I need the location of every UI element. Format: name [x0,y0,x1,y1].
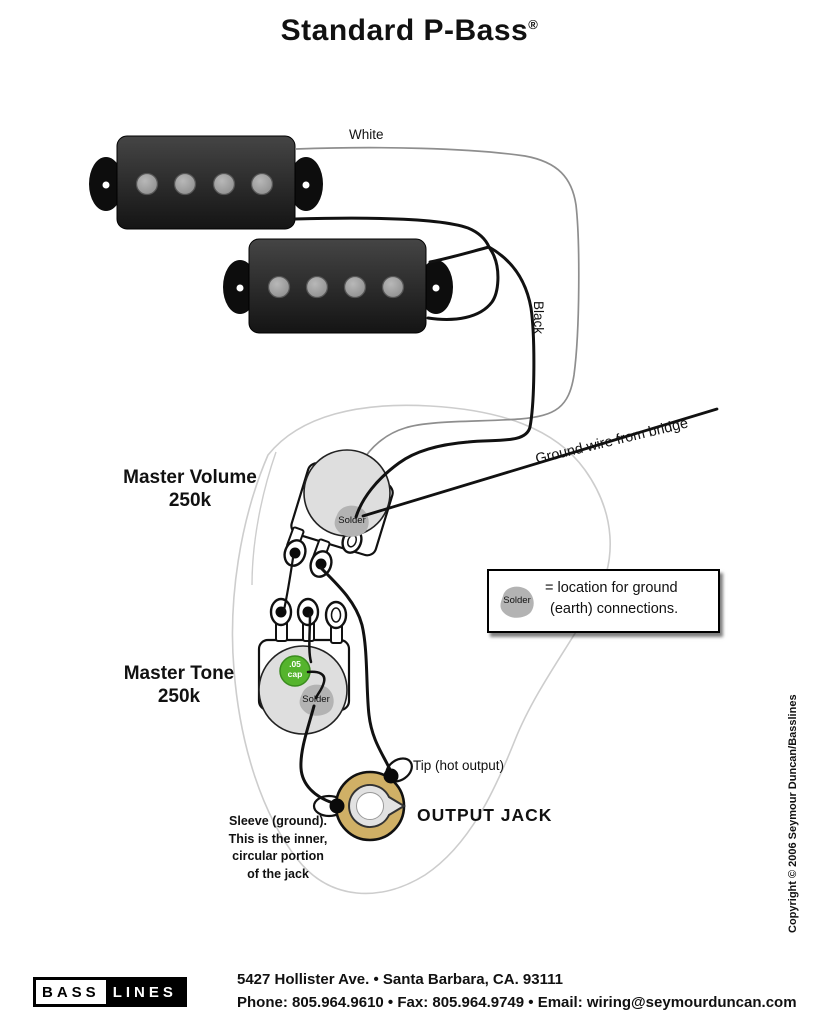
jack-center-hole [357,793,384,820]
legend-text [545,578,678,620]
cap-word: cap [287,668,303,679]
legend-box [487,569,720,633]
master-tone-title: Master Tone [123,663,235,684]
pickup2-right-screw-hole [433,285,440,292]
pickup1-right-screw-hole [303,182,310,189]
sleeve-line-1: Sleeve (ground). [229,814,327,828]
jack-sleeve-lug [330,799,345,814]
master-volume-label [90,466,290,512]
pickup1-left-screw-hole [103,182,110,189]
volume-lug1-hole [290,548,301,559]
sleeve-label [198,813,358,883]
pickup-half-2 [223,239,453,333]
logo-lines-text: LINES [106,980,184,1004]
registered-mark: ® [528,17,539,32]
footer-address: 5427 Hollister Ave. • Santa Barbara, CA. 93111 [237,971,563,988]
pickup2-pole-2 [307,277,328,298]
tone-solder-label: Solder [302,694,330,705]
logo-bass-text: BASS [36,980,106,1004]
white-wire-label: White [349,127,384,142]
ground-wire-label: Ground wire from bridge [534,415,690,468]
tip-label: Tip (hot output) [413,758,505,773]
pickup2-pole-3 [345,277,366,298]
pickup1-pole-3 [214,174,235,195]
pickup-half-1 [89,136,323,229]
pickup1-pole-2 [175,174,196,195]
sleeve-line-3: circular portion [232,849,324,863]
pickup2-left-screw-hole [237,285,244,292]
output-jack-label: OUTPUT JACK [417,805,553,825]
legend-solder-label: Solder [503,595,531,606]
pickup2-pole-4 [383,277,404,298]
tone-lug2-hole [303,607,314,618]
cap-label [275,660,315,679]
master-volume-value: 250k [168,490,212,511]
master-tone-value: 250k [157,686,201,707]
master-volume-title: Master Volume [123,467,257,488]
footer-contact: Phone: 805.964.9610 • Fax: 805.964.9749 • Email: wiring@seymourduncan.com [237,994,797,1011]
jack-tip-lug [384,769,399,784]
title-text: Standard P-Bass [280,14,529,47]
pickup1-pole-4 [252,174,273,195]
basslines-logo [33,977,187,1007]
pickup2-black-wire-upper [430,247,489,262]
volume-solder-label: Solder [338,515,366,526]
page-title [0,14,819,48]
black-wire-label: Black [531,301,546,335]
sleeve-line-2: This is the inner, [228,831,328,846]
legend-line-1: = location for ground [545,580,678,596]
cap-value: .05 [289,659,301,669]
legend-line-2: (earth) connections. [550,601,679,617]
master-tone-label [79,662,279,708]
copyright-notice: Copyright © 2006 Seymour Duncan/Basslines [787,694,799,933]
sleeve-line-4: of the jack [247,866,309,881]
pickup1-pole-1 [137,174,158,195]
pickup2-pole-1 [269,277,290,298]
tone-lug3-hole [332,608,341,622]
